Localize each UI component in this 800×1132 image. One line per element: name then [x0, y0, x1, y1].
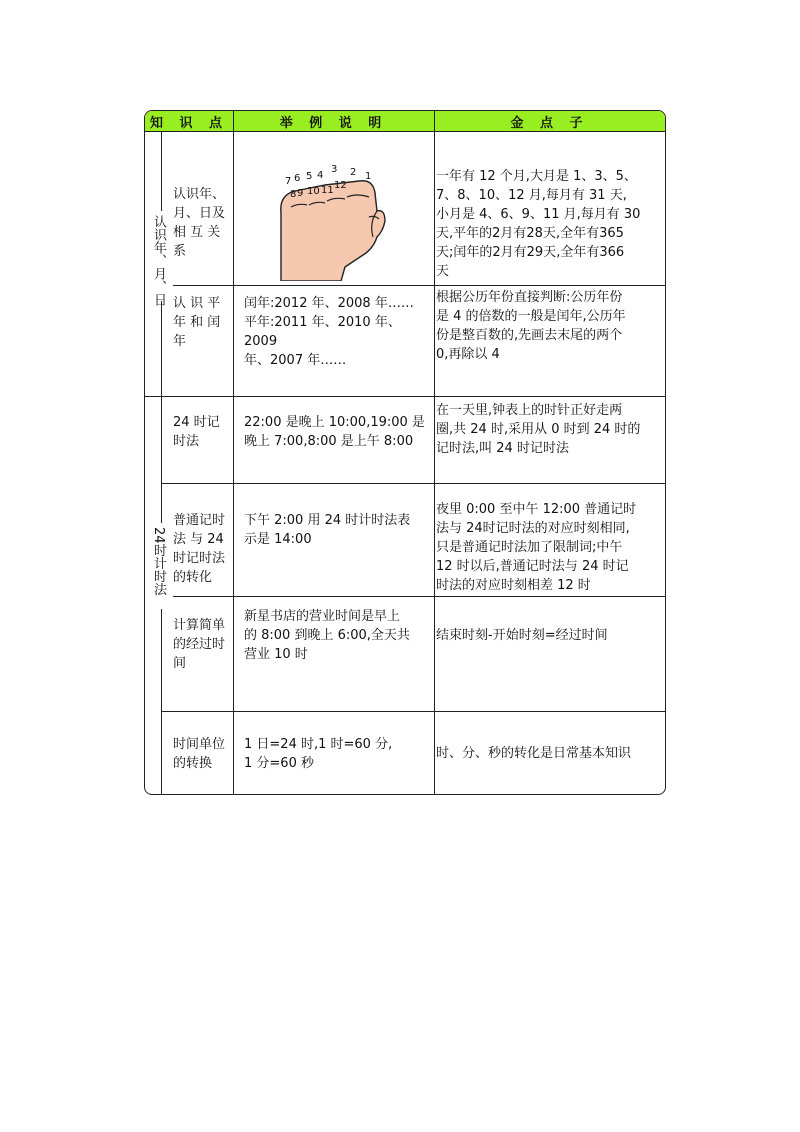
golden-tip: 夜里 0:00 至中午 12:00 普通记时 法与 24时记时法的对应时刻相同, 只是普通记时法加了限制词;中午 12 时以后,普通记时法与 24 时记 时法的对应时刻相差 12 时 [436, 502, 637, 593]
example: 下午 2:00 用 24 时计时法表 示是 14:00 [244, 513, 411, 547]
knuckle-number: 9 [297, 188, 304, 199]
header-example: 举 例 说 明 [233, 111, 434, 132]
example: 1 日=24 时,1 时=60 分, 1 分=60 秒 [244, 737, 393, 771]
header-golden-tip: 金 点 子 [434, 111, 665, 132]
golden-tip: 一年有 12 个月,大月是 1、3、5、 7、8、10、12 月,每月有 31 天, 小月是 4、6、9、11 月,每月有 30 天,平年的2月有28天,全年有365 天;闰年的2月有29天,全年有366 天 [436, 169, 641, 279]
grid-line [434, 111, 435, 794]
knowledge-point: 计算简单 的经过时 间 [173, 618, 226, 671]
golden-tip: 时、分、秒的转化是日常基本知识 [436, 746, 632, 761]
grid-line [145, 396, 665, 397]
grid-line [161, 596, 665, 597]
knowledge-table [144, 110, 666, 795]
knuckle-number: 10 [307, 186, 320, 197]
knuckle-number: 4 [317, 170, 324, 181]
example: 闰年:2012 年、2008 年…… 平年:2011 年、2010 年、2009 年、2007 年…… [244, 296, 414, 368]
knuckle-number: 11 [321, 185, 334, 196]
knuckle-number: 12 [334, 180, 347, 191]
knuckle-number: 3 [331, 164, 338, 175]
golden-tip: 结束时刻-开始时刻=经过时间 [436, 628, 608, 643]
knowledge-point: 普通记时 法 与 24 时记时法 的转化 [173, 513, 226, 585]
knowledge-point: 时间单位 的转换 [173, 737, 226, 771]
example: 新星书店的营业时间是早上 的 8:00 到晚上 6:00,全天共 营业 10 时 [244, 609, 410, 662]
knuckle-number: 7 [285, 176, 292, 187]
grid-line [161, 285, 665, 286]
golden-tip: 根据公历年份直接判断:公历年份 是 4 的倍数的一般是闰年,公历年 份是整百数的,先画去末尾的两个 0,再除以 4 [436, 290, 626, 362]
example: 22:00 是晚上 10:00,19:00 是 晚上 7:00,8:00 是上午 8:00 [244, 415, 425, 449]
knuckle-number: 5 [306, 171, 313, 182]
grid-line [233, 111, 234, 794]
grid-line [161, 711, 665, 712]
knuckle-number: 6 [294, 173, 301, 184]
knowledge-point: 认 识 平 年 和 闰 年 [173, 296, 221, 349]
knowledge-point: 24 时记 时法 [173, 415, 220, 449]
section-topic-24-hour: 24时计时法 [151, 527, 166, 596]
golden-tip: 在一天里,钟表上的时针正好走两 圈,共 24 时,采用从 0 时到 24 时的 记时法,叫 24 时记时法 [436, 403, 641, 456]
knuckle-number: 8 [290, 189, 297, 200]
grid-line [161, 483, 665, 484]
knuckle-number: 1 [365, 171, 372, 182]
knuckle-number: 2 [350, 167, 357, 178]
section-topic-year-month-day: 认识年、月、日 [151, 215, 166, 306]
knowledge-point: 认识年、 月、日及 相 互 关 系 [173, 187, 226, 259]
knuckle-month-icon [273, 163, 393, 281]
header-knowledge-point: 知 识 点 [145, 111, 233, 132]
